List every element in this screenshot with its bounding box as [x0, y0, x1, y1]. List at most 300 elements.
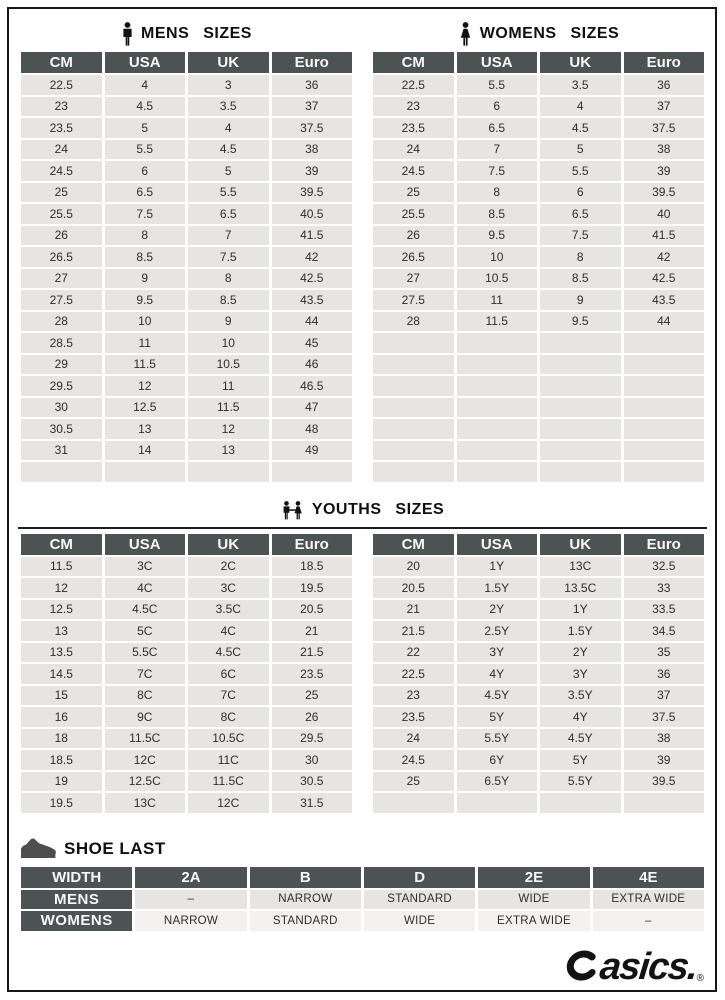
table-cell: 26 — [21, 226, 102, 246]
column-header: Euro — [624, 534, 705, 555]
table-row — [21, 269, 352, 289]
table-cell: 8 — [457, 183, 538, 203]
table-cell: 22 — [373, 643, 454, 663]
table-cell: 10.5C — [188, 729, 269, 749]
table-cell: 41.5 — [272, 226, 353, 246]
table-cell: 8.5 — [188, 290, 269, 310]
table-row — [373, 290, 704, 310]
table-cell: 23.5 — [373, 707, 454, 727]
youths-sizes-panel-left — [18, 532, 355, 815]
shoe-last-title-label: SHOE LAST — [64, 838, 166, 858]
asics-logo — [561, 945, 704, 988]
column-header: Euro — [272, 534, 353, 555]
column-header: UK — [188, 52, 269, 73]
shoe-last-title — [18, 835, 707, 863]
table-cell: 28.5 — [21, 333, 102, 353]
table-cell: 12 — [21, 578, 102, 598]
table-cell: 9 — [188, 312, 269, 332]
table-cell — [624, 398, 705, 418]
table-cell: 28 — [21, 312, 102, 332]
table-cell — [457, 376, 538, 396]
table-cell: 1.5Y — [457, 578, 538, 598]
table-cell: 8C — [105, 686, 186, 706]
table-row — [373, 398, 704, 418]
table-cell: 4C — [188, 621, 269, 641]
table-cell: EXTRA WIDE — [593, 890, 704, 910]
table-cell — [624, 419, 705, 439]
table-cell: 12 — [188, 419, 269, 439]
table-cell: 40.5 — [272, 204, 353, 224]
table-cell: 11 — [457, 290, 538, 310]
table-cell: 39.5 — [624, 772, 705, 792]
column-header: 4E — [593, 867, 704, 888]
table-cell: 24 — [373, 729, 454, 749]
table-cell: 24.5 — [21, 161, 102, 181]
table-cell: WOMENS — [21, 911, 132, 931]
table-row — [373, 664, 704, 684]
table-cell: 30 — [21, 398, 102, 418]
table-cell: 29 — [21, 355, 102, 375]
column-header: USA — [105, 52, 186, 73]
table-cell: 37.5 — [624, 707, 705, 727]
table-cell — [540, 441, 621, 461]
table-cell: 7C — [105, 664, 186, 684]
table-row — [21, 290, 352, 310]
table-row — [373, 419, 704, 439]
column-header: CM — [21, 534, 102, 555]
table-row — [21, 355, 352, 375]
table-cell: 27 — [373, 269, 454, 289]
table-cell: 9 — [105, 269, 186, 289]
column-header: WIDTH — [21, 867, 132, 888]
shoe-last-table — [18, 865, 707, 933]
column-header: USA — [457, 52, 538, 73]
footer — [18, 945, 707, 988]
table-row — [373, 312, 704, 332]
table-cell: 46 — [272, 355, 353, 375]
column-header: UK — [540, 534, 621, 555]
table-row — [21, 441, 352, 461]
table-cell — [188, 462, 269, 482]
table-cell: 22.5 — [373, 664, 454, 684]
table-cell: 36 — [624, 75, 705, 95]
table-cell: 30 — [272, 750, 353, 770]
table-cell — [373, 462, 454, 482]
table-cell: 37.5 — [624, 118, 705, 138]
table-cell — [457, 355, 538, 375]
column-header: 2E — [478, 867, 589, 888]
table-cell: 5.5 — [457, 75, 538, 95]
table-cell: 10 — [105, 312, 186, 332]
table-cell: 11.5C — [105, 729, 186, 749]
table-row — [21, 643, 352, 663]
table-cell: 3C — [188, 578, 269, 598]
table-cell: 4Y — [457, 664, 538, 684]
table-cell: 13 — [21, 621, 102, 641]
table-cell: STANDARD — [364, 890, 475, 910]
table-row — [373, 247, 704, 267]
table-cell: 4.5C — [105, 600, 186, 620]
table-cell: 37 — [624, 686, 705, 706]
table-cell: 14.5 — [21, 664, 102, 684]
table-cell — [540, 355, 621, 375]
table-cell: 3C — [105, 557, 186, 577]
table-row — [373, 140, 704, 160]
table-cell — [540, 398, 621, 418]
table-cell: 6C — [188, 664, 269, 684]
table-cell: 37 — [272, 97, 353, 117]
table-cell: 37 — [624, 97, 705, 117]
table-row — [21, 890, 704, 910]
table-row — [21, 707, 352, 727]
table-cell: 5.5 — [188, 183, 269, 203]
table-cell: 8 — [105, 226, 186, 246]
asics-spiral-icon — [561, 949, 597, 985]
table-cell: 12.5 — [105, 398, 186, 418]
table-cell: NARROW — [250, 890, 361, 910]
table-row — [21, 772, 352, 792]
table-cell — [457, 441, 538, 461]
table-cell — [540, 462, 621, 482]
table-row — [21, 204, 352, 224]
table-cell: 8 — [540, 247, 621, 267]
table-row — [21, 376, 352, 396]
table-cell: 18 — [21, 729, 102, 749]
table-cell: NARROW — [135, 911, 246, 931]
table-cell: 9C — [105, 707, 186, 727]
table-cell: 39.5 — [624, 183, 705, 203]
table-cell: 12C — [105, 750, 186, 770]
table-cell: 8C — [188, 707, 269, 727]
table-cell: 18.5 — [21, 750, 102, 770]
table-cell: 9 — [540, 290, 621, 310]
table-cell — [624, 793, 705, 813]
table-cell: – — [593, 911, 704, 931]
table-cell: 8.5 — [105, 247, 186, 267]
table-cell: 21.5 — [373, 621, 454, 641]
table-row — [21, 140, 352, 160]
mens-sizes-title — [18, 20, 355, 47]
table-cell: STANDARD — [250, 911, 361, 931]
table-cell: 25.5 — [21, 204, 102, 224]
table-cell: 42 — [624, 247, 705, 267]
youths-sizes-table-right — [370, 532, 707, 815]
table-cell: 27 — [21, 269, 102, 289]
table-row — [373, 600, 704, 620]
table-row — [373, 118, 704, 138]
table-cell: 3.5C — [188, 600, 269, 620]
table-cell: 5 — [188, 161, 269, 181]
table-cell — [540, 419, 621, 439]
table-cell: 42 — [272, 247, 353, 267]
column-header: USA — [457, 534, 538, 555]
table-row — [21, 312, 352, 332]
table-cell: 13 — [188, 441, 269, 461]
table-cell: 45 — [272, 333, 353, 353]
table-cell — [373, 419, 454, 439]
table-cell: 5.5 — [540, 161, 621, 181]
table-row — [373, 97, 704, 117]
table-cell: 1.5Y — [540, 621, 621, 641]
table-cell: 38 — [272, 140, 353, 160]
registered-trademark-symbol: ® — [696, 972, 704, 984]
table-cell: 46.5 — [272, 376, 353, 396]
table-cell: 7.5 — [105, 204, 186, 224]
youths-sizes-title — [18, 497, 707, 524]
table-cell: 20.5 — [373, 578, 454, 598]
table-cell: 21.5 — [272, 643, 353, 663]
table-cell: – — [135, 890, 246, 910]
table-cell: 13.5 — [21, 643, 102, 663]
table-cell: 41.5 — [624, 226, 705, 246]
table-cell: 36 — [624, 664, 705, 684]
table-cell: 19.5 — [272, 578, 353, 598]
table-cell: 32.5 — [624, 557, 705, 577]
table-cell: 10.5 — [188, 355, 269, 375]
table-cell: 26.5 — [21, 247, 102, 267]
table-cell: 3.5 — [540, 75, 621, 95]
table-cell: 31 — [21, 441, 102, 461]
table-cell — [540, 793, 621, 813]
table-cell: 5.5Y — [540, 772, 621, 792]
youths-sizes-panel-right — [370, 532, 707, 815]
table-row — [373, 269, 704, 289]
table-cell: 24.5 — [373, 161, 454, 181]
table-row — [21, 600, 352, 620]
table-cell: 11 — [188, 376, 269, 396]
table-cell: 2.5Y — [457, 621, 538, 641]
table-cell: 22.5 — [373, 75, 454, 95]
table-row — [373, 333, 704, 353]
table-cell: 23.5 — [272, 664, 353, 684]
table-cell — [624, 441, 705, 461]
table-cell: 22.5 — [21, 75, 102, 95]
table-cell: EXTRA WIDE — [478, 911, 589, 931]
table-cell: 12.5C — [105, 772, 186, 792]
table-cell: 13.5C — [540, 578, 621, 598]
table-row — [21, 462, 352, 482]
column-header: CM — [21, 52, 102, 73]
table-row — [21, 419, 352, 439]
table-cell: 11C — [188, 750, 269, 770]
table-row — [21, 793, 352, 813]
table-cell: 3 — [188, 75, 269, 95]
table-cell — [373, 355, 454, 375]
table-cell: 39 — [272, 161, 353, 181]
table-cell: 43.5 — [624, 290, 705, 310]
womens-sizes-table — [370, 50, 707, 484]
column-header: B — [250, 867, 361, 888]
table-cell: 42.5 — [624, 269, 705, 289]
table-row — [373, 355, 704, 375]
table-row — [21, 161, 352, 181]
table-cell: 25 — [272, 686, 353, 706]
table-cell: 23.5 — [21, 118, 102, 138]
table-cell: 7.5 — [188, 247, 269, 267]
table-cell: 48 — [272, 419, 353, 439]
table-cell: 38 — [624, 140, 705, 160]
table-cell: 11.5 — [188, 398, 269, 418]
table-cell: 34.5 — [624, 621, 705, 641]
table-header-row — [21, 52, 352, 73]
table-cell: 19 — [21, 772, 102, 792]
table-cell — [540, 376, 621, 396]
table-cell — [624, 333, 705, 353]
shoe-icon — [18, 836, 58, 862]
table-cell: 11 — [105, 333, 186, 353]
table-cell: 33 — [624, 578, 705, 598]
table-cell — [624, 355, 705, 375]
table-row — [373, 750, 704, 770]
shoe-last-section — [18, 835, 707, 933]
table-cell — [373, 793, 454, 813]
table-cell: 20 — [373, 557, 454, 577]
table-cell: 28 — [373, 312, 454, 332]
table-cell: 5 — [105, 118, 186, 138]
table-cell: 9.5 — [105, 290, 186, 310]
table-cell: 24.5 — [373, 750, 454, 770]
table-cell: 19.5 — [21, 793, 102, 813]
table-cell: 3.5 — [188, 97, 269, 117]
table-cell: 7 — [188, 226, 269, 246]
table-cell: 6 — [457, 97, 538, 117]
table-row — [21, 75, 352, 95]
table-cell: 44 — [272, 312, 353, 332]
table-cell: 6 — [540, 183, 621, 203]
table-cell: 4.5Y — [540, 729, 621, 749]
table-cell: 11.5C — [188, 772, 269, 792]
table-row — [373, 226, 704, 246]
table-cell: 26 — [272, 707, 353, 727]
table-cell — [624, 462, 705, 482]
table-cell: 25 — [373, 772, 454, 792]
table-cell: 12C — [188, 793, 269, 813]
table-cell: 8 — [188, 269, 269, 289]
table-cell: 8.5 — [540, 269, 621, 289]
table-cell: 33.5 — [624, 600, 705, 620]
asics-logo-text: asics. — [597, 945, 699, 988]
table-cell: 10 — [188, 333, 269, 353]
table-row — [21, 729, 352, 749]
table-cell: 3.5Y — [540, 686, 621, 706]
woman-icon — [458, 22, 473, 46]
table-cell: 30.5 — [21, 419, 102, 439]
table-row — [21, 398, 352, 418]
table-header-row — [21, 867, 704, 888]
table-cell: 4.5 — [540, 118, 621, 138]
table-cell: 8.5 — [457, 204, 538, 224]
table-cell: 23.5 — [373, 118, 454, 138]
table-cell: 4.5 — [188, 140, 269, 160]
table-header-row — [373, 52, 704, 73]
table-cell: 4.5Y — [457, 686, 538, 706]
table-cell — [21, 462, 102, 482]
table-cell: 30.5 — [272, 772, 353, 792]
column-header: USA — [105, 534, 186, 555]
table-cell: 13C — [540, 557, 621, 577]
table-cell: 4 — [540, 97, 621, 117]
table-cell: 5 — [540, 140, 621, 160]
table-row — [21, 621, 352, 641]
table-cell — [272, 462, 353, 482]
table-cell: 7C — [188, 686, 269, 706]
table-row — [373, 772, 704, 792]
youths-divider-line — [18, 527, 707, 529]
table-cell: 12 — [105, 376, 186, 396]
size-chart — [18, 20, 707, 986]
table-cell: 9.5 — [457, 226, 538, 246]
table-cell: 10 — [457, 247, 538, 267]
table-cell: 2C — [188, 557, 269, 577]
table-row — [373, 441, 704, 461]
table-cell: 2Y — [540, 643, 621, 663]
table-cell: 44 — [624, 312, 705, 332]
table-row — [373, 204, 704, 224]
table-cell: 4C — [105, 578, 186, 598]
man-icon — [121, 22, 134, 46]
adult-sizes-section — [18, 20, 707, 484]
column-header: CM — [373, 52, 454, 73]
table-row — [21, 557, 352, 577]
table-cell: 11.5 — [21, 557, 102, 577]
table-cell: 42.5 — [272, 269, 353, 289]
table-cell: 5Y — [457, 707, 538, 727]
table-row — [373, 643, 704, 663]
table-cell: 47 — [272, 398, 353, 418]
table-row — [373, 183, 704, 203]
table-cell — [540, 333, 621, 353]
table-cell: 39 — [624, 750, 705, 770]
table-row — [21, 333, 352, 353]
table-cell: 5C — [105, 621, 186, 641]
column-header: Euro — [624, 52, 705, 73]
youths-sizes-table-left — [18, 532, 355, 815]
table-cell: 29.5 — [272, 729, 353, 749]
table-cell: 3Y — [457, 643, 538, 663]
womens-sizes-title-label: WOMENS SIZES — [479, 24, 620, 42]
table-header-row — [373, 534, 704, 555]
table-cell: 24 — [373, 140, 454, 160]
table-cell: 24 — [21, 140, 102, 160]
table-cell: 6Y — [457, 750, 538, 770]
table-row — [373, 729, 704, 749]
table-cell: 13C — [105, 793, 186, 813]
table-cell: 40 — [624, 204, 705, 224]
table-cell: 5.5 — [105, 140, 186, 160]
table-row — [373, 462, 704, 482]
table-cell: 5Y — [540, 750, 621, 770]
table-cell: 6.5 — [188, 204, 269, 224]
table-cell: 16 — [21, 707, 102, 727]
table-row — [373, 75, 704, 95]
column-header: CM — [373, 534, 454, 555]
table-cell: 4 — [188, 118, 269, 138]
mens-sizes-panel — [18, 20, 355, 484]
table-cell: 12.5 — [21, 600, 102, 620]
table-row — [373, 578, 704, 598]
table-cell: 18.5 — [272, 557, 353, 577]
table-row — [21, 226, 352, 246]
table-cell — [457, 333, 538, 353]
table-cell: 38 — [624, 729, 705, 749]
children-icon — [281, 501, 305, 520]
table-cell — [624, 376, 705, 396]
table-cell: 43.5 — [272, 290, 353, 310]
table-cell: 37.5 — [272, 118, 353, 138]
table-cell: 35 — [624, 643, 705, 663]
womens-sizes-title — [370, 20, 707, 47]
table-cell: 39 — [624, 161, 705, 181]
